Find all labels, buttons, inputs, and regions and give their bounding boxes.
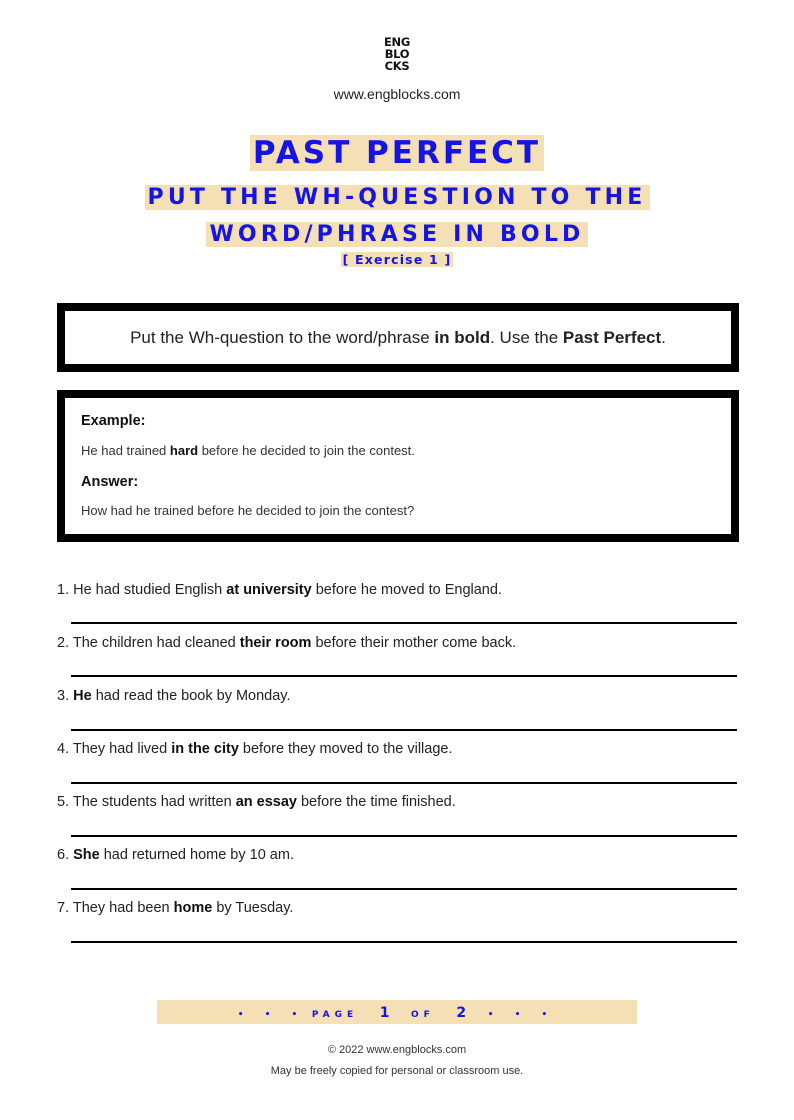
answer-line[interactable] [71,888,737,890]
question-bold-phrase: in the city [171,741,239,757]
question-text: 6. [57,847,74,863]
example-bold: hard [169,443,199,458]
engblocks-logo [0,36,794,72]
question-bold-phrase: He [73,688,92,704]
example-text: before he decided to join the contest. [198,443,415,458]
question-text: 3. [57,688,74,704]
pager-current-page: 1 [379,1005,390,1021]
worksheet-title [0,133,794,173]
instruction-bold: Past Perfect [562,328,662,347]
instruction-text: . Use the [490,328,563,347]
example-label: Example: [81,413,146,429]
logo-line: BLO [384,47,410,61]
question-text: before he moved to England. [311,582,502,598]
question-text: 2. The children had cleaned [57,635,240,651]
title-text: PAST PERFECT [250,135,544,171]
question-text: 5. The students had written [57,794,236,810]
pager-page-word: PAGE [311,1010,359,1020]
question-text: 1. He had studied English [57,582,227,598]
question-text: by Tuesday. [212,900,294,916]
question-text: before they moved to the village. [238,741,453,757]
instruction-text: . [661,328,666,347]
question-text: had read the book by Monday. [91,688,291,704]
logo-line: ENG [383,35,411,49]
answer-line[interactable] [71,782,737,784]
website-url[interactable]: www.engblocks.com [333,86,461,102]
pager-dots: • • • [237,1010,307,1020]
logo-line: CKS [384,59,410,73]
answer-line[interactable] [71,729,737,731]
example-text: He had trained [81,443,170,458]
question-item [57,741,453,757]
example-box [57,390,739,542]
worksheet-subtitle [117,180,677,254]
pager-total-pages: 2 [456,1005,467,1021]
question-item [57,900,293,916]
exercise-label: [ Exercise 1 ] [342,252,452,267]
answer-line[interactable] [71,675,737,677]
answer-line[interactable] [71,941,737,943]
question-item [57,582,502,598]
question-item [57,688,291,704]
question-bold-phrase: home [173,900,213,916]
question-item [57,847,294,863]
question-text: 4. They had lived [57,741,172,757]
page-indicator [157,1000,637,1024]
question-bold-phrase: at university [226,582,312,598]
instruction-bold: in bold [434,328,491,347]
answer-line[interactable] [71,622,737,624]
pager-dots: • • • [487,1010,557,1020]
instruction-text: Put the Wh-question to the word/phrase [130,328,435,347]
exercise-number [0,251,794,269]
pager-of-word: OF [411,1010,435,1020]
answer-line[interactable] [71,835,737,837]
footer-license: May be freely copied for personal or classroom use. [270,1065,524,1077]
example-sentence [81,443,415,458]
instructions-box [57,303,739,372]
question-bold-phrase: She [73,847,100,863]
subtitle-text: PUT THE WH-QUESTION TO THE WORD/PHRASE IN BOLD [145,185,650,247]
answer-label: Answer: [81,474,139,490]
footer-copyright: © 2022 www.engblocks.com [327,1044,467,1056]
question-item [57,635,516,651]
question-bold-phrase: an essay [235,794,297,810]
question-bold-phrase: their room [239,635,312,651]
question-item [57,794,456,810]
question-text: before the time finished. [296,794,456,810]
answer-text: How had he trained before he decided to join the contest? [81,503,415,518]
question-text: had returned home by 10 am. [99,847,294,863]
question-text: 7. They had been [57,900,174,916]
question-text: before their mother come back. [311,635,517,651]
